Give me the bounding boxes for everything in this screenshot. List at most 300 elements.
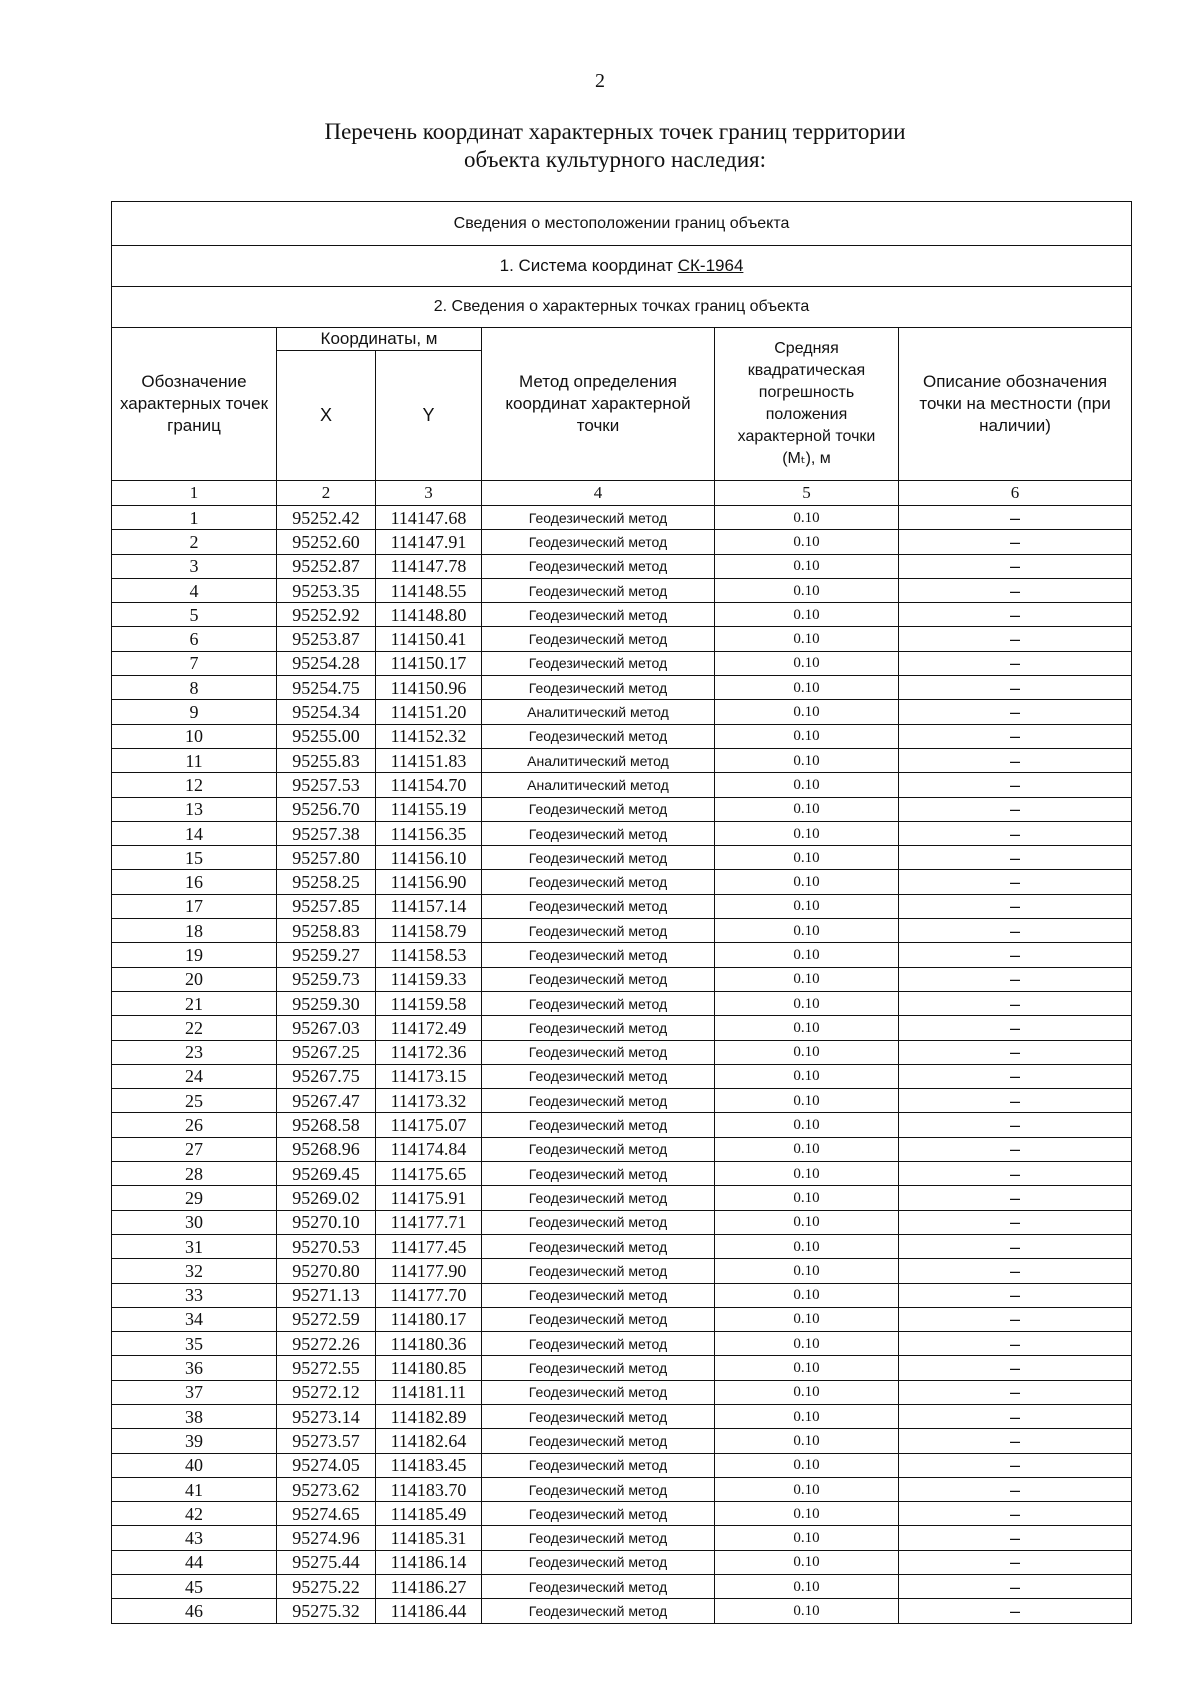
point-id-cell: 2 — [112, 530, 277, 554]
x-cell: 95272.12 — [277, 1380, 376, 1404]
method-cell: Геодезический метод — [482, 506, 715, 530]
description-cell: – — [899, 1453, 1132, 1477]
x-cell: 95274.65 — [277, 1502, 376, 1526]
x-cell: 95257.80 — [277, 846, 376, 870]
accuracy-cell: 0.10 — [715, 1599, 899, 1623]
accuracy-cell: 0.10 — [715, 724, 899, 748]
description-cell: – — [899, 1089, 1132, 1113]
method-cell: Геодезический метод — [482, 676, 715, 700]
point-id-cell: 39 — [112, 1429, 277, 1453]
method-cell: Геодезический метод — [482, 919, 715, 943]
y-cell: 114148.55 — [376, 578, 482, 602]
y-cell: 114185.31 — [376, 1526, 482, 1550]
table-row — [112, 1210, 1132, 1234]
point-id-cell: 36 — [112, 1356, 277, 1380]
accuracy-cell: 0.10 — [715, 1089, 899, 1113]
y-cell: 114159.58 — [376, 991, 482, 1015]
method-cell: Геодезический метод — [482, 627, 715, 651]
x-cell: 95267.47 — [277, 1089, 376, 1113]
y-cell: 114174.84 — [376, 1137, 482, 1161]
point-id-cell: 40 — [112, 1453, 277, 1477]
page-number: 2 — [595, 70, 605, 92]
point-id-cell: 23 — [112, 1040, 277, 1064]
accuracy-cell: 0.10 — [715, 1210, 899, 1234]
point-id-cell: 11 — [112, 748, 277, 772]
point-id-cell: 5 — [112, 603, 277, 627]
y-cell: 114183.70 — [376, 1477, 482, 1501]
table-row — [112, 724, 1132, 748]
description-cell: – — [899, 1599, 1132, 1623]
y-cell: 114186.27 — [376, 1575, 482, 1599]
accuracy-cell: 0.10 — [715, 1477, 899, 1501]
accuracy-cell: 0.10 — [715, 1113, 899, 1137]
accuracy-cell: 0.10 — [715, 1453, 899, 1477]
method-cell: Геодезический метод — [482, 1016, 715, 1040]
coordinates-table — [111, 201, 1132, 1624]
method-cell: Геодезический метод — [482, 1040, 715, 1064]
accuracy-cell: 0.10 — [715, 748, 899, 772]
accuracy-cell: 0.10 — [715, 554, 899, 578]
point-id-cell: 18 — [112, 919, 277, 943]
x-cell: 95274.96 — [277, 1526, 376, 1550]
x-cell: 95273.14 — [277, 1404, 376, 1428]
table-row — [112, 967, 1132, 991]
description-cell: – — [899, 1113, 1132, 1137]
method-cell: Геодезический метод — [482, 1307, 715, 1331]
point-id-cell: 25 — [112, 1089, 277, 1113]
table-row — [112, 1089, 1132, 1113]
point-id-cell: 17 — [112, 894, 277, 918]
method-cell: Геодезический метод — [482, 1599, 715, 1623]
y-cell: 114150.17 — [376, 651, 482, 675]
method-cell: Геодезический метод — [482, 846, 715, 870]
accuracy-cell: 0.10 — [715, 1137, 899, 1161]
method-cell: Геодезический метод — [482, 870, 715, 894]
accuracy-cell: 0.10 — [715, 530, 899, 554]
y-cell: 114147.68 — [376, 506, 482, 530]
point-id-cell: 28 — [112, 1162, 277, 1186]
accuracy-cell: 0.10 — [715, 1575, 899, 1599]
point-id-cell: 7 — [112, 651, 277, 675]
table-row — [112, 530, 1132, 554]
y-cell: 114175.07 — [376, 1113, 482, 1137]
y-cell: 114156.90 — [376, 870, 482, 894]
accuracy-cell: 0.10 — [715, 943, 899, 967]
description-cell: – — [899, 506, 1132, 530]
point-id-cell: 6 — [112, 627, 277, 651]
y-cell: 114151.83 — [376, 748, 482, 772]
point-id-cell: 16 — [112, 870, 277, 894]
table-row — [112, 1234, 1132, 1258]
table-row — [112, 1526, 1132, 1550]
accuracy-cell: 0.10 — [715, 1162, 899, 1186]
method-cell: Геодезический метод — [482, 1380, 715, 1404]
table-row — [112, 1477, 1132, 1501]
table-row — [112, 943, 1132, 967]
x-cell: 95267.25 — [277, 1040, 376, 1064]
accuracy-cell: 0.10 — [715, 1283, 899, 1307]
x-cell: 95253.35 — [277, 578, 376, 602]
accuracy-cell: 0.10 — [715, 846, 899, 870]
x-cell: 95270.80 — [277, 1259, 376, 1283]
description-cell: – — [899, 578, 1132, 602]
method-cell: Геодезический метод — [482, 1137, 715, 1161]
x-cell: 95257.38 — [277, 821, 376, 845]
description-cell: – — [899, 797, 1132, 821]
y-cell: 114177.71 — [376, 1210, 482, 1234]
table-row — [112, 1040, 1132, 1064]
y-cell: 114156.10 — [376, 846, 482, 870]
description-cell: – — [899, 1380, 1132, 1404]
method-cell: Геодезический метод — [482, 797, 715, 821]
x-cell: 95252.92 — [277, 603, 376, 627]
accuracy-cell: 0.10 — [715, 1016, 899, 1040]
x-cell: 95270.10 — [277, 1210, 376, 1234]
method-cell: Геодезический метод — [482, 1089, 715, 1113]
description-cell: – — [899, 651, 1132, 675]
y-cell: 114177.70 — [376, 1283, 482, 1307]
description-cell: – — [899, 603, 1132, 627]
point-id-cell: 20 — [112, 967, 277, 991]
accuracy-cell: 0.10 — [715, 1502, 899, 1526]
table-row — [112, 821, 1132, 845]
table-row — [112, 700, 1132, 724]
col-number: 3 — [376, 481, 482, 506]
point-id-cell: 35 — [112, 1332, 277, 1356]
description-cell: – — [899, 846, 1132, 870]
method-cell: Геодезический метод — [482, 1234, 715, 1258]
x-cell: 95255.00 — [277, 724, 376, 748]
method-cell: Геодезический метод — [482, 554, 715, 578]
x-cell: 95252.87 — [277, 554, 376, 578]
y-cell: 114148.80 — [376, 603, 482, 627]
y-cell: 114155.19 — [376, 797, 482, 821]
y-cell: 114183.45 — [376, 1453, 482, 1477]
x-cell: 95269.45 — [277, 1162, 376, 1186]
method-cell: Геодезический метод — [482, 1210, 715, 1234]
x-cell: 95259.30 — [277, 991, 376, 1015]
x-cell: 95252.60 — [277, 530, 376, 554]
table-row — [112, 773, 1132, 797]
table-row — [112, 506, 1132, 530]
accuracy-cell: 0.10 — [715, 1186, 899, 1210]
method-cell: Геодезический метод — [482, 1186, 715, 1210]
description-cell: – — [899, 1526, 1132, 1550]
col-header-point: Обозначение характерных точек границ — [112, 328, 277, 481]
method-cell: Геодезический метод — [482, 1526, 715, 1550]
y-cell: 114181.11 — [376, 1380, 482, 1404]
accuracy-cell: 0.10 — [715, 627, 899, 651]
method-cell: Геодезический метод — [482, 943, 715, 967]
y-cell: 114180.85 — [376, 1356, 482, 1380]
x-cell: 95255.83 — [277, 748, 376, 772]
y-cell: 114177.45 — [376, 1234, 482, 1258]
point-id-cell: 19 — [112, 943, 277, 967]
point-id-cell: 21 — [112, 991, 277, 1015]
points-section-label: 2. Сведения о характерных точках границ объекта — [112, 287, 1132, 328]
table-row — [112, 1016, 1132, 1040]
y-cell: 114172.36 — [376, 1040, 482, 1064]
description-cell: – — [899, 991, 1132, 1015]
description-cell: – — [899, 773, 1132, 797]
table-row — [112, 1137, 1132, 1161]
x-cell: 95268.96 — [277, 1137, 376, 1161]
description-cell: – — [899, 1283, 1132, 1307]
description-cell: – — [899, 1356, 1132, 1380]
method-cell: Геодезический метод — [482, 530, 715, 554]
method-cell: Геодезический метод — [482, 1550, 715, 1574]
point-id-cell: 14 — [112, 821, 277, 845]
y-cell: 114150.41 — [376, 627, 482, 651]
x-cell: 95254.34 — [277, 700, 376, 724]
method-cell: Геодезический метод — [482, 967, 715, 991]
description-cell: – — [899, 1477, 1132, 1501]
point-id-cell: 38 — [112, 1404, 277, 1428]
method-cell: Геодезический метод — [482, 1332, 715, 1356]
method-cell: Геодезический метод — [482, 1162, 715, 1186]
table-row — [112, 870, 1132, 894]
point-id-cell: 15 — [112, 846, 277, 870]
description-cell: – — [899, 1064, 1132, 1088]
x-cell: 95274.05 — [277, 1453, 376, 1477]
accuracy-cell: 0.10 — [715, 967, 899, 991]
point-id-cell: 30 — [112, 1210, 277, 1234]
y-cell: 114159.33 — [376, 967, 482, 991]
x-cell: 95258.83 — [277, 919, 376, 943]
table-row — [112, 991, 1132, 1015]
accuracy-cell: 0.10 — [715, 1040, 899, 1064]
accuracy-cell: 0.10 — [715, 651, 899, 675]
table-row — [112, 1550, 1132, 1574]
y-cell: 114180.17 — [376, 1307, 482, 1331]
accuracy-cell: 0.10 — [715, 894, 899, 918]
method-cell: Геодезический метод — [482, 894, 715, 918]
table-row — [112, 1113, 1132, 1137]
col-number: 6 — [899, 481, 1132, 506]
x-cell: 95269.02 — [277, 1186, 376, 1210]
method-cell: Геодезический метод — [482, 991, 715, 1015]
accuracy-cell: 0.10 — [715, 676, 899, 700]
col-number: 1 — [112, 481, 277, 506]
coordinate-system-value: СК-1964 — [677, 256, 744, 275]
description-cell: – — [899, 724, 1132, 748]
description-cell: – — [899, 1040, 1132, 1064]
accuracy-cell: 0.10 — [715, 1234, 899, 1258]
page-title — [0, 118, 1200, 174]
col-header-accuracy: Средняя квадратическая погрешность положения характерной точки (Mₜ), м — [715, 328, 899, 481]
table-row — [112, 603, 1132, 627]
col-header-method: Метод определения координат характерной точки — [482, 328, 715, 481]
method-cell: Геодезический метод — [482, 1356, 715, 1380]
accuracy-cell: 0.10 — [715, 1404, 899, 1428]
point-id-cell: 34 — [112, 1307, 277, 1331]
description-cell: – — [899, 1332, 1132, 1356]
table-row — [112, 1283, 1132, 1307]
method-cell: Аналитический метод — [482, 773, 715, 797]
table-row — [112, 1307, 1132, 1331]
col-header-coords: Координаты, м — [277, 328, 482, 351]
x-cell: 95273.57 — [277, 1429, 376, 1453]
y-cell: 114156.35 — [376, 821, 482, 845]
table-row — [112, 1162, 1132, 1186]
accuracy-cell: 0.10 — [715, 1429, 899, 1453]
accuracy-cell: 0.10 — [715, 870, 899, 894]
table-row — [112, 797, 1132, 821]
y-cell: 114175.91 — [376, 1186, 482, 1210]
coordinate-system-row — [112, 246, 1132, 287]
point-id-cell: 45 — [112, 1575, 277, 1599]
table-row — [112, 627, 1132, 651]
x-cell: 95272.26 — [277, 1332, 376, 1356]
description-cell: – — [899, 1210, 1132, 1234]
description-cell: – — [899, 919, 1132, 943]
y-cell: 114147.78 — [376, 554, 482, 578]
accuracy-cell: 0.10 — [715, 773, 899, 797]
method-cell: Геодезический метод — [482, 1064, 715, 1088]
x-cell: 95273.62 — [277, 1477, 376, 1501]
x-cell: 95252.42 — [277, 506, 376, 530]
y-cell: 114182.64 — [376, 1429, 482, 1453]
method-cell: Геодезический метод — [482, 821, 715, 845]
x-cell: 95253.87 — [277, 627, 376, 651]
col-header-description: Описание обозначения точки на местности (при наличии) — [899, 328, 1132, 481]
point-id-cell: 10 — [112, 724, 277, 748]
x-cell: 95275.32 — [277, 1599, 376, 1623]
accuracy-cell: 0.10 — [715, 919, 899, 943]
point-id-cell: 9 — [112, 700, 277, 724]
point-id-cell: 46 — [112, 1599, 277, 1623]
point-id-cell: 27 — [112, 1137, 277, 1161]
table-row — [112, 1429, 1132, 1453]
x-cell: 95257.85 — [277, 894, 376, 918]
description-cell: – — [899, 554, 1132, 578]
column-number-row — [112, 481, 1132, 506]
y-cell: 114152.32 — [376, 724, 482, 748]
y-cell: 114173.15 — [376, 1064, 482, 1088]
y-cell: 114173.32 — [376, 1089, 482, 1113]
description-cell: – — [899, 1429, 1132, 1453]
method-cell: Геодезический метод — [482, 1575, 715, 1599]
x-cell: 95256.70 — [277, 797, 376, 821]
y-cell: 114158.53 — [376, 943, 482, 967]
x-cell: 95272.55 — [277, 1356, 376, 1380]
point-id-cell: 44 — [112, 1550, 277, 1574]
method-cell: Геодезический метод — [482, 1477, 715, 1501]
table-row — [112, 1599, 1132, 1623]
y-cell: 114154.70 — [376, 773, 482, 797]
x-cell: 95270.53 — [277, 1234, 376, 1258]
y-cell: 114158.79 — [376, 919, 482, 943]
y-cell: 114180.36 — [376, 1332, 482, 1356]
table-row — [112, 1356, 1132, 1380]
point-id-cell: 22 — [112, 1016, 277, 1040]
description-cell: – — [899, 1550, 1132, 1574]
y-cell: 114182.89 — [376, 1404, 482, 1428]
accuracy-cell: 0.10 — [715, 1259, 899, 1283]
point-id-cell: 4 — [112, 578, 277, 602]
accuracy-cell: 0.10 — [715, 991, 899, 1015]
y-cell: 114185.49 — [376, 1502, 482, 1526]
table-row — [112, 1380, 1132, 1404]
point-id-cell: 24 — [112, 1064, 277, 1088]
x-cell: 95259.27 — [277, 943, 376, 967]
point-id-cell: 26 — [112, 1113, 277, 1137]
accuracy-cell: 0.10 — [715, 1307, 899, 1331]
description-cell: – — [899, 700, 1132, 724]
method-cell: Геодезический метод — [482, 1453, 715, 1477]
description-cell: – — [899, 1186, 1132, 1210]
description-cell: – — [899, 676, 1132, 700]
coordinate-system-label: 1. Система координат — [499, 256, 673, 275]
y-cell: 114157.14 — [376, 894, 482, 918]
x-cell: 95275.22 — [277, 1575, 376, 1599]
table-row — [112, 1186, 1132, 1210]
table-row — [112, 1332, 1132, 1356]
accuracy-cell: 0.10 — [715, 506, 899, 530]
y-cell: 114177.90 — [376, 1259, 482, 1283]
method-cell: Геодезический метод — [482, 1113, 715, 1137]
table-row — [112, 1575, 1132, 1599]
x-cell: 95267.75 — [277, 1064, 376, 1088]
accuracy-cell: 0.10 — [715, 1550, 899, 1574]
x-cell: 95257.53 — [277, 773, 376, 797]
y-cell: 114172.49 — [376, 1016, 482, 1040]
method-cell: Аналитический метод — [482, 748, 715, 772]
point-id-cell: 43 — [112, 1526, 277, 1550]
x-cell: 95259.73 — [277, 967, 376, 991]
accuracy-cell: 0.10 — [715, 797, 899, 821]
title-line-2: объекта культурного наследия: — [463, 147, 767, 172]
x-cell: 95275.44 — [277, 1550, 376, 1574]
table-row — [112, 651, 1132, 675]
description-cell: – — [899, 967, 1132, 991]
description-cell: – — [899, 627, 1132, 651]
accuracy-cell: 0.10 — [715, 700, 899, 724]
description-cell: – — [899, 894, 1132, 918]
method-cell: Аналитический метод — [482, 700, 715, 724]
y-cell: 114175.65 — [376, 1162, 482, 1186]
y-cell: 114150.96 — [376, 676, 482, 700]
x-cell: 95254.28 — [277, 651, 376, 675]
description-cell: – — [899, 943, 1132, 967]
accuracy-cell: 0.10 — [715, 1064, 899, 1088]
point-id-cell: 3 — [112, 554, 277, 578]
point-id-cell: 42 — [112, 1502, 277, 1526]
accuracy-cell: 0.10 — [715, 1380, 899, 1404]
table-row — [112, 1404, 1132, 1428]
method-cell: Геодезический метод — [482, 1259, 715, 1283]
method-cell: Геодезический метод — [482, 724, 715, 748]
title-line-1: Перечень координат характерных точек границ территории — [324, 119, 906, 144]
description-cell: – — [899, 1234, 1132, 1258]
x-cell: 95267.03 — [277, 1016, 376, 1040]
x-cell: 95254.75 — [277, 676, 376, 700]
accuracy-cell: 0.10 — [715, 578, 899, 602]
accuracy-cell: 0.10 — [715, 1526, 899, 1550]
col-number: 5 — [715, 481, 899, 506]
point-id-cell: 33 — [112, 1283, 277, 1307]
accuracy-cell: 0.10 — [715, 1332, 899, 1356]
y-cell: 114151.20 — [376, 700, 482, 724]
point-id-cell: 8 — [112, 676, 277, 700]
method-cell: Геодезический метод — [482, 651, 715, 675]
x-cell: 95268.58 — [277, 1113, 376, 1137]
description-cell: – — [899, 1162, 1132, 1186]
table-header: Сведения о местоположении границ объекта — [112, 202, 1132, 246]
point-id-cell: 32 — [112, 1259, 277, 1283]
method-cell: Геодезический метод — [482, 1404, 715, 1428]
point-id-cell: 1 — [112, 506, 277, 530]
